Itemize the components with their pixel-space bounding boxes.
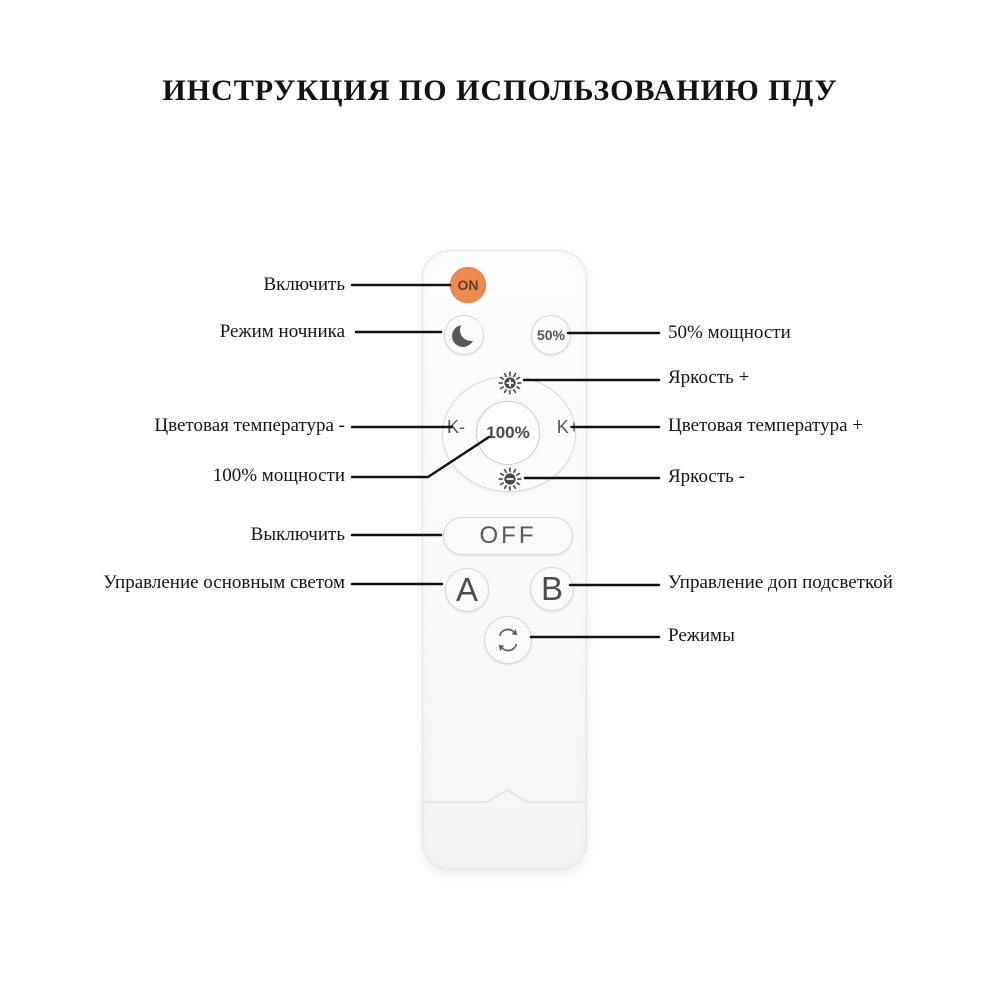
label-full-power: 100% мощности — [212, 465, 345, 486]
label-power-off: Выключить — [250, 524, 345, 545]
label-half-power: 50% мощности — [668, 322, 791, 343]
night-mode-button[interactable] — [444, 315, 484, 355]
color-temp-plus-button[interactable]: K+ — [556, 417, 580, 437]
half-power-button[interactable]: 50% — [531, 315, 571, 355]
label-main-light: Управление основным светом — [103, 572, 345, 593]
brightness-up-button[interactable] — [497, 370, 523, 396]
label-brightness-up: Яркость + — [668, 367, 750, 388]
label-color-temp-minus: Цветовая температура - — [154, 415, 345, 436]
channel-a-button[interactable]: A — [445, 568, 489, 612]
label-color-temp-plus: Цветовая температура + — [668, 415, 863, 436]
power-off-button[interactable]: OFF — [443, 517, 573, 555]
label-aux-light: Управление доп подсветкой — [668, 572, 893, 593]
power-on-button[interactable]: ON — [450, 267, 486, 303]
label-power-on: Включить — [263, 274, 345, 295]
label-brightness-down: Яркость - — [668, 466, 745, 487]
modes-button[interactable] — [484, 616, 532, 664]
channel-b-button[interactable]: B — [530, 567, 574, 611]
brightness-down-button[interactable] — [497, 466, 523, 492]
crescent-moon-icon — [452, 323, 476, 347]
color-temp-minus-button[interactable]: K- — [447, 417, 465, 437]
label-night-mode: Режим ночника — [219, 321, 345, 342]
cycle-arrows-icon — [491, 623, 525, 657]
sun-minus-icon — [497, 466, 523, 492]
sun-plus-icon — [497, 370, 523, 396]
page-title: ИНСТРУКЦИЯ ПО ИСПОЛЬЗОВАНИЮ ПДУ — [162, 74, 838, 107]
full-power-button[interactable]: 100% — [476, 401, 540, 465]
remote-control-body — [422, 250, 587, 870]
label-modes: Режимы — [668, 625, 735, 646]
